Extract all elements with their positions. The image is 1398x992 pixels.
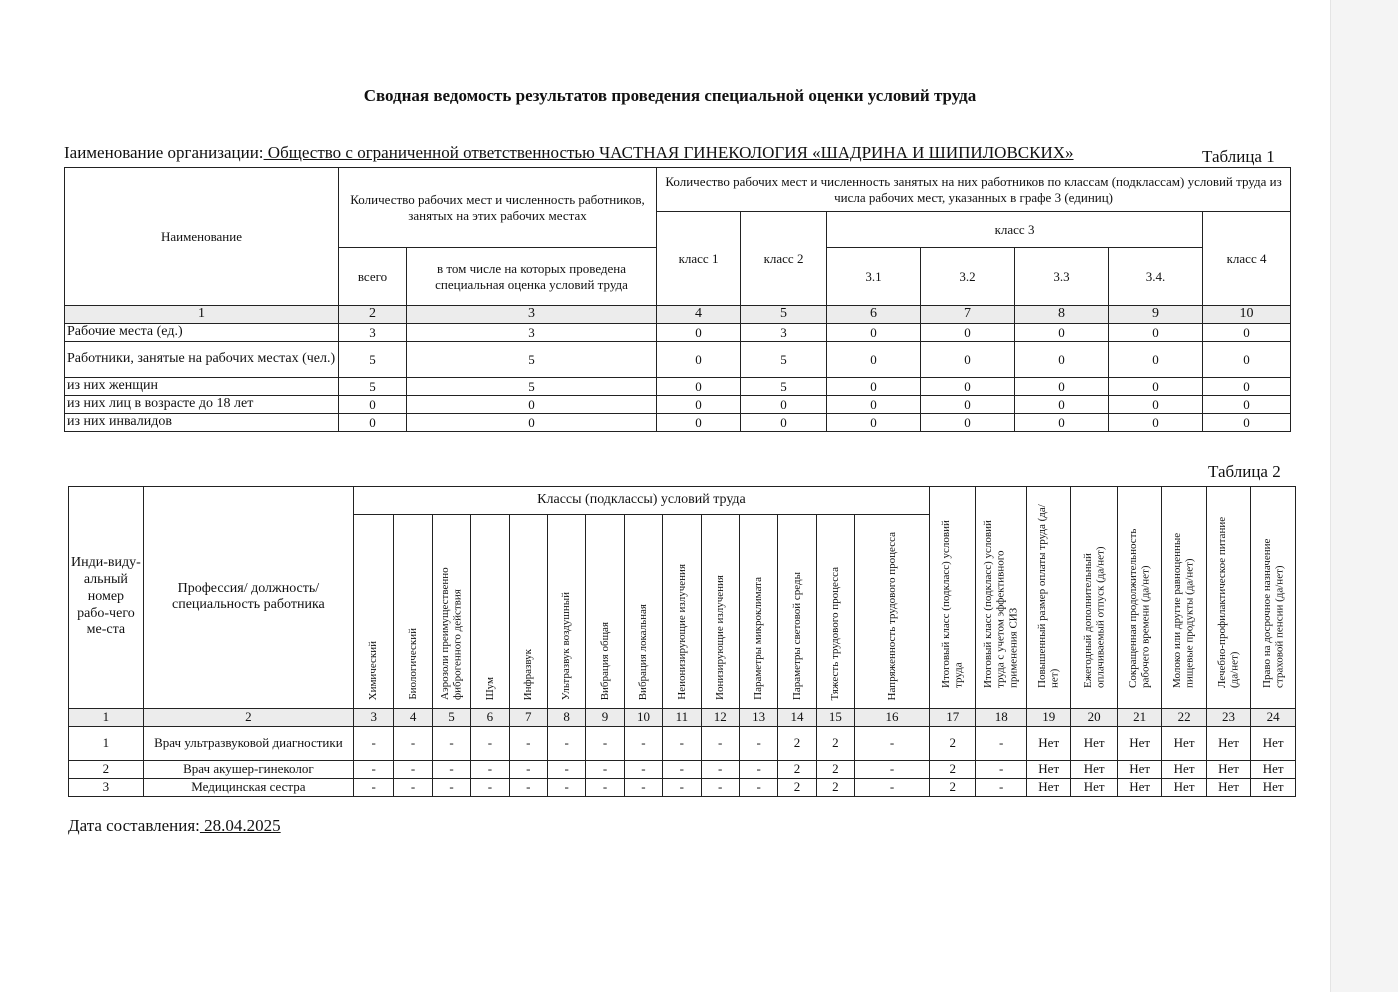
t1-cell: 0: [741, 414, 827, 432]
t1-header-assessed: в том числе на которых проведена специальная оценка условий труда: [407, 248, 657, 306]
t2-factor-label: Вибрация общая: [598, 621, 611, 700]
t2-header-extra-5: [1162, 487, 1206, 709]
compile-date: [68, 816, 281, 836]
t2-factor-label: Параметры световой среды: [790, 571, 803, 700]
t2-colnum: 13: [739, 708, 777, 726]
t2-factor-header: [509, 515, 547, 709]
t1-cell: 0: [921, 378, 1015, 396]
t2-header-extra-4: [1117, 487, 1161, 709]
t2-factor-label: Аэрозоли преимущественно фиброгенного действия: [438, 567, 464, 700]
t1-cell: 0: [827, 396, 921, 414]
organization-line: [64, 143, 1074, 163]
table2-caption: Таблица 2: [1208, 462, 1281, 481]
t2-factor-label: Химический: [367, 640, 380, 700]
t2-colnum: 22: [1162, 708, 1206, 726]
t1-cell: 0: [827, 378, 921, 396]
t1-cell: 0: [407, 414, 657, 432]
t1-header-class4: класс 4: [1203, 212, 1291, 306]
t1-cell: 0: [1015, 342, 1109, 378]
t2-cell: -: [976, 726, 1027, 760]
t2-cell: -: [509, 726, 547, 760]
t1-row-name: из них лиц в возрасте до 18 лет: [65, 396, 339, 414]
t2-cell: Нет: [1206, 726, 1250, 760]
t2-cell: -: [663, 778, 701, 796]
t2-cell: Нет: [1206, 778, 1250, 796]
t1-cell: 0: [827, 324, 921, 342]
table1-caption: Таблица 1: [1202, 147, 1275, 166]
t2-header-extra-2: [1026, 487, 1070, 709]
t2-factor-header: [547, 515, 585, 709]
t1-colnum: 7: [921, 306, 1015, 324]
t2-cell: -: [353, 778, 393, 796]
t2-factor-header: [624, 515, 662, 709]
t2-colnum: 2: [143, 708, 353, 726]
t2-colnum: 18: [976, 708, 1027, 726]
t1-cell: 5: [339, 378, 407, 396]
t2-cell: 2: [816, 726, 854, 760]
t2-cell: -: [976, 760, 1027, 778]
t1-cell: 0: [339, 396, 407, 414]
t1-row-name: из них женщин: [65, 378, 339, 396]
t2-cell: 2: [816, 760, 854, 778]
t2-factor-label: Параметры микроклимата: [752, 577, 765, 700]
t2-colnum: 16: [855, 708, 930, 726]
t2-row: [69, 726, 1296, 760]
t1-cell: 5: [741, 342, 827, 378]
t2-factor-label: Биологический: [406, 628, 419, 700]
t1-header-3-4: 3.4.: [1109, 248, 1203, 306]
t2-header-id: Инди-виду-альный номер рабо-чего ме-ста: [69, 487, 144, 709]
t2-cell: -: [471, 760, 509, 778]
t1-cell: 0: [921, 414, 1015, 432]
t1-cell: 3: [741, 324, 827, 342]
t1-row: [65, 414, 1291, 432]
t2-factor-label: Шум: [483, 676, 496, 700]
t2-header-extra-label: Повышенный размер оплаты труда (да/нет): [1036, 504, 1061, 688]
t2-row-profession: Врач ультразвуковой диагностики: [143, 726, 353, 760]
t2-cell: 2: [778, 760, 816, 778]
organization-name: Общество с ограниченной ответственностью ЧАСТНАЯ ГИНЕКОЛОГИЯ «ШАДРИНА И ШИПИЛОВСКИХ»: [263, 143, 1074, 162]
t2-cell: 2: [778, 726, 816, 760]
t1-row: [65, 396, 1291, 414]
t2-cell: Нет: [1071, 726, 1117, 760]
t1-cell: 0: [1015, 378, 1109, 396]
t2-cell: Нет: [1071, 778, 1117, 796]
t1-row-name: Рабочие места (ед.): [65, 324, 339, 342]
t2-cell: -: [739, 760, 777, 778]
compile-date-label: Дата составления:: [68, 816, 200, 835]
t2-colnum: 24: [1251, 708, 1296, 726]
t2-factor-header: [778, 515, 816, 709]
t2-cell: -: [353, 760, 393, 778]
t2-header-extra-label: Ежегодный дополнительный оплачиваемый отпуск (да/нет): [1081, 546, 1107, 688]
t2-factor-header: [816, 515, 854, 709]
t2-cell: -: [739, 726, 777, 760]
t2-body: [69, 726, 1296, 796]
t2-cell: -: [855, 726, 930, 760]
t2-cell: -: [855, 760, 930, 778]
t2-cell: -: [701, 760, 739, 778]
t2-header-classes: Классы (подклассы) условий труда: [353, 487, 929, 515]
t2-colnum: 6: [471, 708, 509, 726]
t1-cell: 0: [1015, 396, 1109, 414]
t1-row-name: из них инвалидов: [65, 414, 339, 432]
t1-colnum: 1: [65, 306, 339, 324]
t1-cell: 0: [1203, 378, 1291, 396]
t2-cell: -: [586, 778, 624, 796]
t1-cell: 0: [921, 396, 1015, 414]
t1-row: [65, 324, 1291, 342]
t1-cell: 0: [657, 414, 741, 432]
t2-row-profession: Медицинская сестра: [143, 778, 353, 796]
t1-cell: 0: [1109, 378, 1203, 396]
t2-header-extra-label: Молоко или другие равноценные пищевые продукты (да/нет): [1171, 532, 1197, 688]
t2-cell: Нет: [1251, 778, 1296, 796]
t1-cell: 0: [1109, 342, 1203, 378]
t2-cell: Нет: [1162, 760, 1206, 778]
t2-cell: Нет: [1117, 778, 1161, 796]
t2-cell: 2: [929, 726, 975, 760]
t1-colnum: 3: [407, 306, 657, 324]
t2-cell: Нет: [1251, 760, 1296, 778]
t2-factor-header: [739, 515, 777, 709]
t1-cell: 0: [1109, 396, 1203, 414]
t2-colnum: 23: [1206, 708, 1250, 726]
t2-header-extra-label: Итоговый класс (подкласс) условий труда: [940, 520, 965, 688]
t1-cell: 5: [339, 342, 407, 378]
document-title: Сводная ведомость результатов проведения специальной оценки условий труда: [363, 86, 977, 105]
t1-colnum: 5: [741, 306, 827, 324]
table2: [68, 486, 1296, 797]
t2-factor-header: [855, 515, 930, 709]
t1-body: [65, 324, 1291, 432]
t2-colnum: 9: [586, 708, 624, 726]
t2-cell: -: [663, 760, 701, 778]
t2-factor-header: [586, 515, 624, 709]
t1-colnum: 2: [339, 306, 407, 324]
t2-factor-label: Напряженность трудового процесса: [885, 531, 898, 700]
t2-colnum: 21: [1117, 708, 1161, 726]
t2-colnum: 17: [929, 708, 975, 726]
t1-colnum: 8: [1015, 306, 1109, 324]
t2-cell: -: [624, 778, 662, 796]
t2-cell: -: [353, 726, 393, 760]
t2-header-extra-label: Сокращенная продолжительность рабочего времени (да/нет): [1127, 528, 1152, 688]
t2-colnum: 4: [394, 708, 432, 726]
t2-row: [69, 760, 1296, 778]
t2-cell: Нет: [1162, 726, 1206, 760]
t2-header-extra-1: [976, 487, 1027, 709]
t2-cell: -: [701, 778, 739, 796]
t2-cell: -: [394, 760, 432, 778]
t1-header-3-2: 3.2: [921, 248, 1015, 306]
t2-factor-header: [663, 515, 701, 709]
t2-cell: -: [976, 778, 1027, 796]
t1-cell: 0: [741, 396, 827, 414]
t1-row: [65, 378, 1291, 396]
t2-cell: -: [624, 760, 662, 778]
t2-cell: -: [509, 760, 547, 778]
t1-header-group-a: Количество рабочих мест и численность работников, занятых на этих рабочих местах: [339, 168, 657, 248]
t1-cell: 0: [407, 396, 657, 414]
t2-colnum: 10: [624, 708, 662, 726]
t2-factor-label: Ионизирующие излучения: [713, 575, 726, 700]
t2-header-extra-6: [1206, 487, 1250, 709]
t2-header-extra-7: [1251, 487, 1296, 709]
t2-factor-header: [394, 515, 432, 709]
t2-row: [69, 778, 1296, 796]
t2-factor-label: Вибрация локальная: [637, 603, 650, 700]
t1-cell: 0: [827, 342, 921, 378]
t2-cell: -: [547, 778, 585, 796]
t2-row-profession: Врач акушер-гинеколог: [143, 760, 353, 778]
t1-cell: 0: [657, 342, 741, 378]
t1-header-name: Наименование: [65, 168, 339, 306]
t1-cell: 0: [657, 396, 741, 414]
t2-cell: -: [394, 778, 432, 796]
t2-cell: -: [739, 778, 777, 796]
t2-cell: Нет: [1206, 760, 1250, 778]
t2-row-id: 2: [69, 760, 144, 778]
t2-cell: -: [471, 726, 509, 760]
t1-cell: 0: [1109, 324, 1203, 342]
t2-cell: Нет: [1117, 760, 1161, 778]
scan-edge: [1330, 0, 1398, 992]
t2-cell: Нет: [1071, 760, 1117, 778]
t2-cell: -: [432, 726, 470, 760]
t1-header-class1: класс 1: [657, 212, 741, 306]
t2-cell: -: [394, 726, 432, 760]
t2-cell: Нет: [1251, 726, 1296, 760]
t1-cell: 0: [1015, 324, 1109, 342]
t2-cell: -: [855, 778, 930, 796]
t2-cell: Нет: [1162, 778, 1206, 796]
t2-cell: -: [471, 778, 509, 796]
t1-cell: 0: [1109, 414, 1203, 432]
t1-header-3-1: 3.1: [827, 248, 921, 306]
t2-cell: 2: [816, 778, 854, 796]
t1-colnum: 9: [1109, 306, 1203, 324]
t2-colnum: 15: [816, 708, 854, 726]
t2-colnum: 3: [353, 708, 393, 726]
t1-header-group-b: Количество рабочих мест и численность занятых на них работников по классам (подклассам) условий труда из числа рабочих мест, указанных в графе 3 (единиц): [657, 168, 1291, 212]
t1-cell: 5: [407, 378, 657, 396]
t1-cell: 0: [827, 414, 921, 432]
t2-cell: 2: [929, 760, 975, 778]
t2-colnum: 1: [69, 708, 144, 726]
t2-cell: Нет: [1117, 726, 1161, 760]
t2-cell: -: [701, 726, 739, 760]
t1-cell: 0: [1203, 414, 1291, 432]
t1-cell: 0: [1203, 324, 1291, 342]
t2-colnum: 7: [509, 708, 547, 726]
t1-cell: 0: [339, 414, 407, 432]
t2-cell: Нет: [1026, 760, 1070, 778]
t1-row-name: Работники, занятые на рабочих местах (чел.): [65, 342, 339, 378]
t2-colnum: 20: [1071, 708, 1117, 726]
t2-cell: -: [432, 778, 470, 796]
t2-cell: -: [586, 726, 624, 760]
t2-cell: -: [624, 726, 662, 760]
t1-column-numbers: [65, 306, 1291, 324]
t2-colnum: 5: [432, 708, 470, 726]
t2-header-extra-label: Право на досрочное назначение страховой пенсии (да/нет): [1260, 538, 1286, 688]
t2-cell: -: [432, 760, 470, 778]
t2-colnum: 8: [547, 708, 585, 726]
t1-cell: 5: [741, 378, 827, 396]
t2-cell: 2: [778, 778, 816, 796]
t1-cell: 0: [657, 324, 741, 342]
t2-colnum: 12: [701, 708, 739, 726]
t1-cell: 5: [407, 342, 657, 378]
t1-cell: 0: [1015, 414, 1109, 432]
t1-cell: 0: [657, 378, 741, 396]
t2-factor-header: [432, 515, 470, 709]
t1-header-total: всего: [339, 248, 407, 306]
t2-cell: -: [547, 760, 585, 778]
t2-cell: -: [586, 760, 624, 778]
t2-factor-label: Инфразвук: [521, 648, 534, 700]
t2-cell: 2: [929, 778, 975, 796]
t1-row: [65, 342, 1291, 378]
t2-factor-label: Ультразвук воздушный: [560, 591, 573, 700]
organization-label: Iаименование организации:: [64, 143, 264, 162]
t2-factor-header: [471, 515, 509, 709]
t2-header-extra-label: Итоговый класс (подкласс) условий труда с учетом эффективного применения СИЗ: [982, 520, 1020, 688]
t1-cell: 0: [1203, 396, 1291, 414]
t2-header-extra-3: [1071, 487, 1117, 709]
t2-header-extra-label: Лечебно-профилактическое питание (да/нет): [1215, 516, 1241, 688]
t2-colnum: 11: [663, 708, 701, 726]
t1-colnum: 10: [1203, 306, 1291, 324]
t2-cell: -: [547, 726, 585, 760]
t2-header-extra-0: [929, 487, 975, 709]
t2-column-numbers: [69, 708, 1296, 726]
t1-cell: 3: [407, 324, 657, 342]
t2-colnum: 14: [778, 708, 816, 726]
t1-cell: 0: [921, 342, 1015, 378]
t1-colnum: 4: [657, 306, 741, 324]
t2-colnum: 19: [1026, 708, 1070, 726]
t1-header-class2: класс 2: [741, 212, 827, 306]
t1-cell: 0: [921, 324, 1015, 342]
t1-header-class3: класс 3: [827, 212, 1203, 248]
t2-cell: Нет: [1026, 778, 1070, 796]
t1-cell: 0: [1203, 342, 1291, 378]
t2-cell: -: [509, 778, 547, 796]
t1-cell: 3: [339, 324, 407, 342]
t2-cell: Нет: [1026, 726, 1070, 760]
t1-header-3-3: 3.3: [1015, 248, 1109, 306]
table1: [64, 167, 1291, 432]
t2-row-id: 3: [69, 778, 144, 796]
t1-colnum: 6: [827, 306, 921, 324]
t2-factor-label: Тяжесть трудового процесса: [829, 566, 842, 700]
t2-header-profession: Профессия/ должность/ специальность работника: [143, 487, 353, 709]
t2-row-id: 1: [69, 726, 144, 760]
t2-cell: -: [663, 726, 701, 760]
compile-date-value: 28.04.2025: [199, 816, 281, 835]
t2-factor-header: [701, 515, 739, 709]
t2-factor-header: [353, 515, 393, 709]
t2-factor-label: Неионизирующие излучения: [675, 564, 688, 700]
